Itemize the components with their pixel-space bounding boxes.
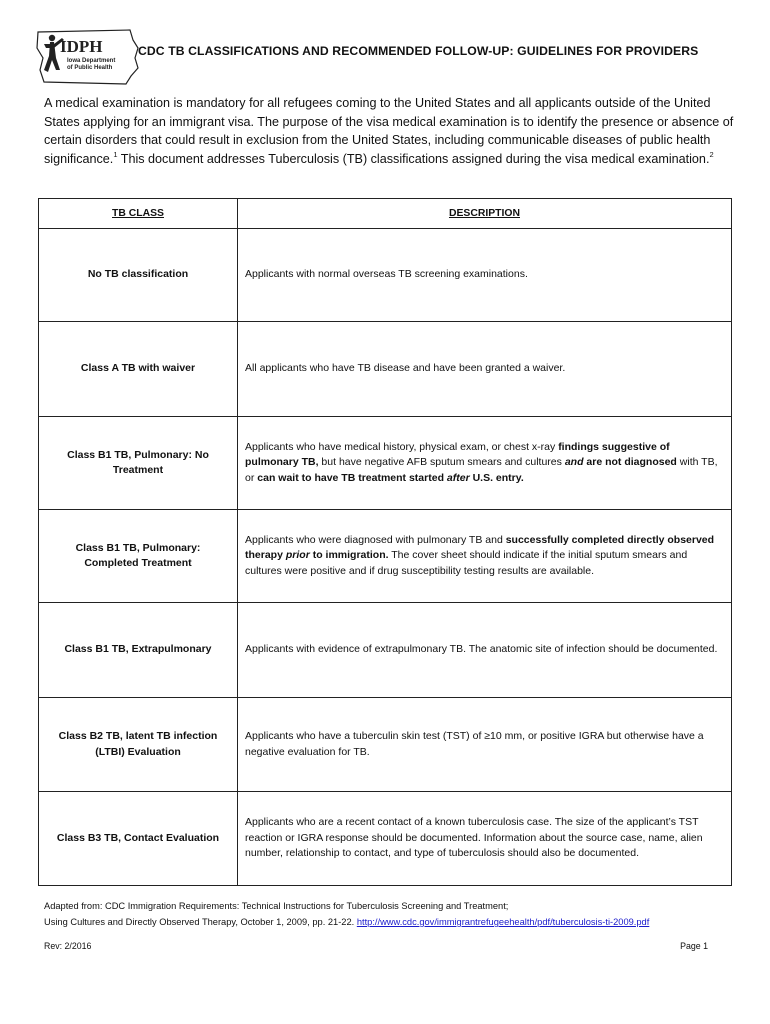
- description-text: Applicants with evidence of extrapulmonary TB. The anatomic site of infection should be documented.: [245, 643, 718, 656]
- page-number: Page 1: [680, 941, 708, 951]
- table-row: [39, 417, 732, 510]
- description-cell: [238, 698, 732, 792]
- description-cell: [238, 417, 732, 510]
- description-text: but have negative AFB sputum smears and cultures: [318, 456, 565, 469]
- header-description: DESCRIPTION: [238, 199, 732, 229]
- description-cell: [238, 510, 732, 603]
- tb-class-cell: Class B1 TB, Pulmonary: Completed Treatment: [39, 510, 238, 603]
- description-bold: are not diagnosed: [583, 456, 677, 469]
- table-row: [39, 698, 732, 792]
- description-text: Applicants who are a recent contact of a known tuberculosis case. The size of the applicant’s TST reaction or IGRA response should be documented. Information about the source case, name, alien number, relationship to contact, and type of tuberculosis should also be documented.: [245, 816, 703, 860]
- description-text: Applicants who were diagnosed with pulmonary TB and: [245, 533, 506, 546]
- table-row: [39, 510, 732, 603]
- tb-class-cell: Class A TB with waiver: [39, 322, 238, 417]
- logo-subtitle-line2: of Public Health: [67, 65, 113, 71]
- tb-class-label: Class B1 TB, Pulmonary: No Treatment: [67, 448, 209, 476]
- tb-class-cell: Class B2 TB, latent TB infection (LTBI) Evaluation: [39, 698, 238, 792]
- logo-title: IDPH: [60, 37, 103, 56]
- description-cell: [238, 603, 732, 698]
- description-bold: findings suggestive of pulmonary TB,: [245, 440, 670, 469]
- description-cell: [238, 792, 732, 886]
- source-citation: [44, 898, 744, 930]
- tb-classification-table: [38, 198, 732, 886]
- description-bold: U.S. entry.: [469, 471, 524, 484]
- description-cell: [238, 322, 732, 417]
- citation-line-1: Adapted from: CDC Immigration Requirements: Technical Instructions for Tuberculosis Screening and Treatment;: [44, 901, 509, 911]
- footnote-ref-2: 2: [709, 149, 714, 159]
- idph-logo: [34, 18, 142, 86]
- description-bold: can wait to have TB treatment started: [257, 471, 447, 484]
- description-text: Applicants who have a tuberculin skin test (TST) of ≥10 mm, or positive IGRA but otherwise have a negative evaluation for TB.: [245, 730, 704, 758]
- description-text: Applicants who have medical history, physical exam, or chest x-ray: [245, 440, 559, 453]
- description-emphasis: after: [446, 471, 470, 484]
- table-row: [39, 229, 732, 322]
- intro-paragraph: [44, 94, 734, 168]
- description-text: The cover sheet should indicate if the initial sputum smears and cultures were positive and if drug susceptibility testing results are available.: [245, 549, 688, 577]
- tb-class-cell: Class B3 TB, Contact Evaluation: [39, 792, 238, 886]
- tb-class-cell: [39, 417, 238, 510]
- citation-text: Using Cultures and Directly Observed Therapy, October 1, 2009, pp. 21-22.: [44, 917, 357, 927]
- tb-class-cell: Class B1 TB, Extrapulmonary: [39, 603, 238, 698]
- intro-part2: This document addresses Tuberculosis (TB) classifications assigned during the visa medical examination.: [117, 151, 710, 166]
- table-row: [39, 792, 732, 886]
- logo-subtitle-line1: Iowa Department: [67, 58, 116, 64]
- description-bold: to immigration.: [309, 549, 389, 562]
- table-header-row: [39, 199, 732, 229]
- description-text: Applicants with normal overseas TB screening examinations.: [245, 268, 528, 281]
- description-emphasis: prior: [285, 549, 310, 562]
- footnote-ref-1: 1: [113, 149, 118, 159]
- description-emphasis: and: [564, 456, 584, 469]
- description-text: All applicants who have TB disease and have been granted a waiver.: [245, 362, 566, 375]
- citation-line-2: [44, 914, 744, 930]
- header-tb-class: TB CLASS: [39, 199, 238, 229]
- description-text: with TB, or: [245, 456, 718, 484]
- intro-part1: A medical examination is mandatory for all refugees coming to the United States and all applicants outside of the United States applying for an immigrant visa. The purpose of the visa medical examination is to identify the presence or absence of certain disorders that could result in exclusion from the United States, including communicable diseases of public health significance.: [44, 96, 734, 166]
- table-row: [39, 322, 732, 417]
- cdc-source-link[interactable]: http://www.cdc.gov/immigrantrefugeehealth/pdf/tuberculosis-ti-2009.pdf: [356, 917, 650, 927]
- page-title: CDC TB CLASSIFICATIONS AND RECOMMENDED FOLLOW-UP: GUIDELINES FOR PROVIDERS: [138, 44, 699, 58]
- revision-date: Rev: 2/2016: [44, 941, 92, 951]
- description-bold: successfully completed directly observed therapy: [245, 533, 715, 562]
- table-row: [39, 603, 732, 698]
- tb-class-cell: No TB classification: [39, 229, 238, 322]
- description-cell: [238, 229, 732, 322]
